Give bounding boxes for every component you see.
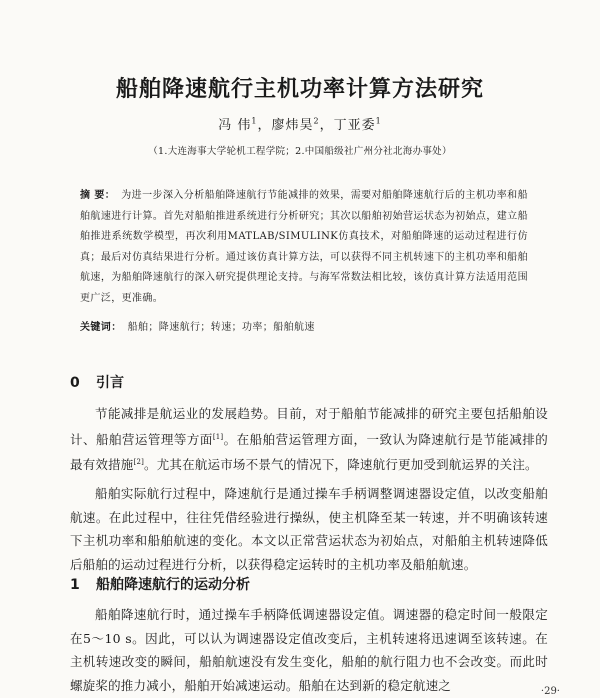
author-name: 丁亚委: [333, 118, 376, 133]
page-number: ·29·: [540, 686, 560, 697]
author-affil-mark: 1: [251, 116, 258, 126]
body-paragraph: [70, 402, 548, 477]
section-heading-motion-analysis: [70, 574, 250, 594]
section-number: 0: [70, 375, 80, 391]
abstract: [80, 186, 528, 309]
abstract-text: 为进一步深入分析船舶降速航行节能减排的效果，需要对船舶降速航行后的主机功率和船舶航速进行计算。首先对船舶推进系统进行分析研究；其次以船舶初始营运状态为初始点，建立船舶推进系统数学模型，再次利用MATLAB/SIMULINK仿真技术，对船舶降速的运动过程进行仿真；最后对仿真结果进行分析。通过该仿真计算方法，可以获得不同主机转速下的主机功率和船舶航速，为船舶降速航行的深入研究提供理论支持。与海军常数法相比较，该仿真计算方法适用范围更广泛，更准确。: [80, 190, 528, 304]
author-affil-mark: 1: [375, 116, 382, 126]
body-paragraph: 船舶降速航行时，通过操车手柄降低调速器设定值。调速器的稳定时间一般限定在5～10 s。因此，可以认为调速器设定值改变后，主机转速将迅速调至该转速。在主机转速改变的瞬间，船舶航速没有发生变化，船舶的航行阻力也不会改变。而此时螺旋桨的推力减小，船舶开始减速运动。船舶在达到新的稳定航速之: [70, 607, 548, 693]
paper-title: 船舶降速航行主机功率计算方法研究: [115, 77, 484, 102]
citation-ref[interactable]: [2]: [133, 458, 145, 467]
author-name: 廖炜昊: [271, 118, 314, 133]
author-list: 冯 伟$^1$，廖炜昊$^2$，丁亚委$^1$: [218, 116, 382, 133]
section-title: 引言: [96, 375, 124, 391]
author-affil-mark: 2: [313, 116, 320, 126]
keywords: [80, 320, 528, 336]
affiliation: （1.大连海事大学轮机工程学院；2.中国船级社广州分社北海办事处）: [148, 146, 452, 157]
citation-ref[interactable]: [1]: [212, 432, 224, 441]
paragraph-text: 。尤其在航运市场不景气的情况下，降速航行更加受到航运界的关注。: [144, 457, 538, 473]
section-number: 1: [70, 577, 80, 593]
author-name: 冯 伟: [218, 118, 252, 133]
section-title: 船舶降速航行的运动分析: [96, 577, 250, 593]
paragraph-text: 节能减排是航运业的发展趋势。目前，对于船舶节能减排的研究主要包括船舶设计、船舶营运管理等方面: [70, 406, 548, 447]
paragraph-text: 。在船舶营运管理方面，一致认为降速航行是节能减排的最有效措施: [70, 431, 548, 473]
keywords-text: 船舶；降速航行；转速；功率；船舶航速: [127, 322, 315, 333]
keywords-label: 关键词：: [80, 322, 122, 333]
section-heading-intro: [70, 372, 124, 392]
body-paragraph: 船舶实际航行过程中，降速航行是通过操车手柄调整调速器设定值，以改变船舶航速。在此过程中，往往凭借经验进行操纵，使主机降至某一转速，并不明确该转速下主机功率和船舶航速的变化。本文以正常营运状态为初始点，对船舶主机转速降低后船舶的运动过程进行分析，以获得稳定运转时的主机功率及船舶航速。: [70, 486, 548, 572]
abstract-label: 摘 要：: [80, 190, 116, 201]
